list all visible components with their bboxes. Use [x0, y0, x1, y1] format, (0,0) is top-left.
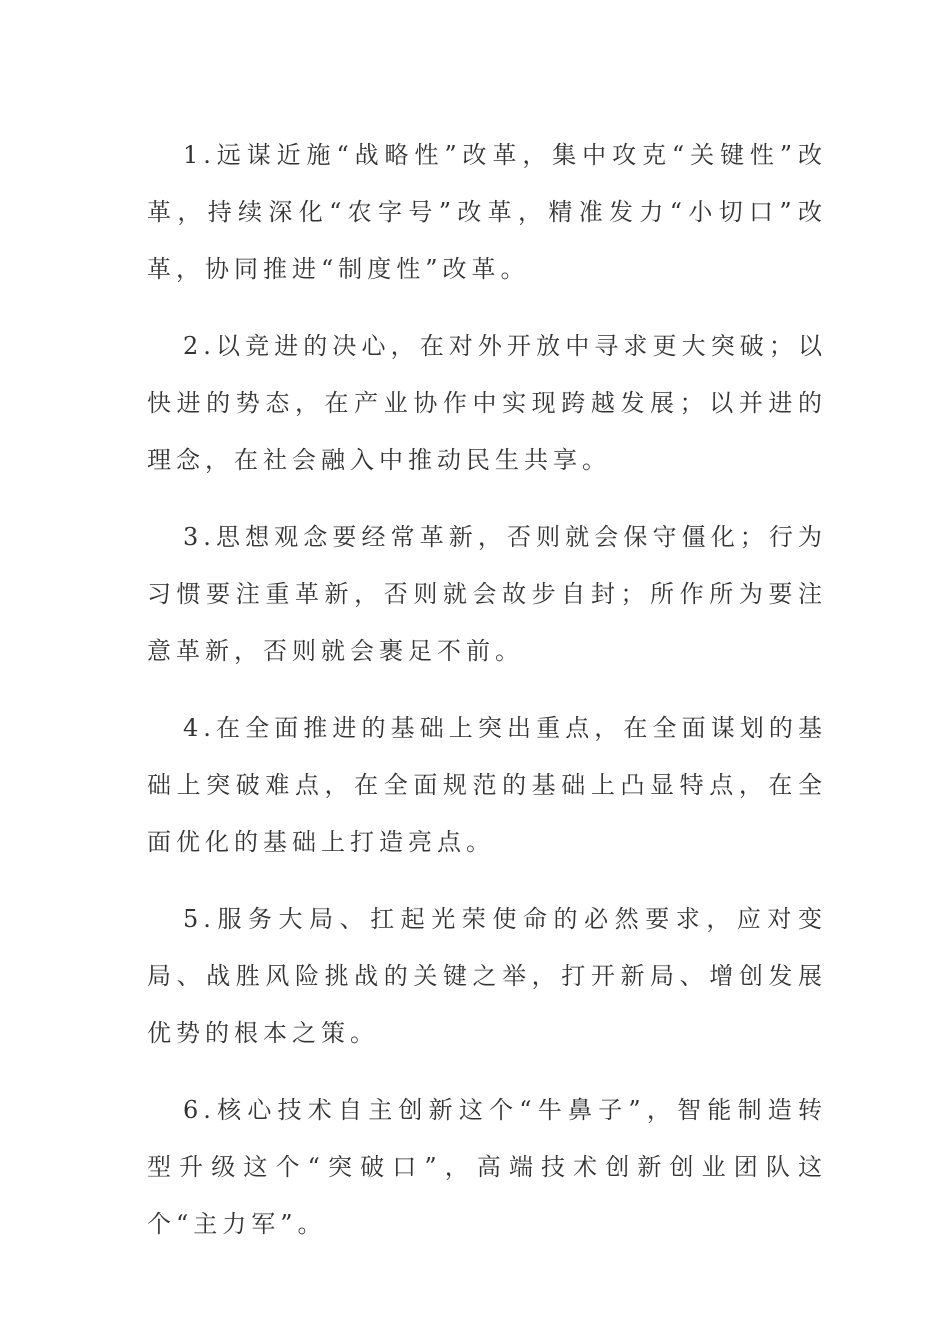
paragraph-6: 6.核心技术自主创新这个“牛鼻子”，智能制造转型升级这个“突破口”，高端技术创新创业团队这个“主力军”。 — [147, 1096, 827, 1238]
paragraph-1: 1.远谋近施“战略性”改革，集中攻克“关键性”改革，持续深化“农字号”改革，精准发力“小切口”改革，协同推进“制度性”改革。 — [147, 141, 827, 283]
paragraph-4: 4.在全面推进的基础上突出重点，在全面谋划的基础上突破难点，在全面规范的基础上凸显特点，在全面优化的基础上打造亮点。 — [147, 714, 827, 856]
paragraph-5: 5.服务大局、扛起光荣使命的必然要求，应对变局、战胜风险挑战的关键之举，打开新局、增创发展优势的根本之策。 — [147, 905, 827, 1047]
paragraph-3: 3.思想观念要经常革新，否则就会保守僵化；行为习惯要注重革新，否则就会故步自封；所作所为要注意革新，否则就会裹足不前。 — [147, 523, 827, 665]
document-body — [147, 127, 827, 1273]
paragraph-2: 2.以竞进的决心，在对外开放中寻求更大突破；以快进的势态，在产业协作中实现跨越发展；以并进的理念，在社会融入中推动民生共享。 — [147, 332, 827, 474]
